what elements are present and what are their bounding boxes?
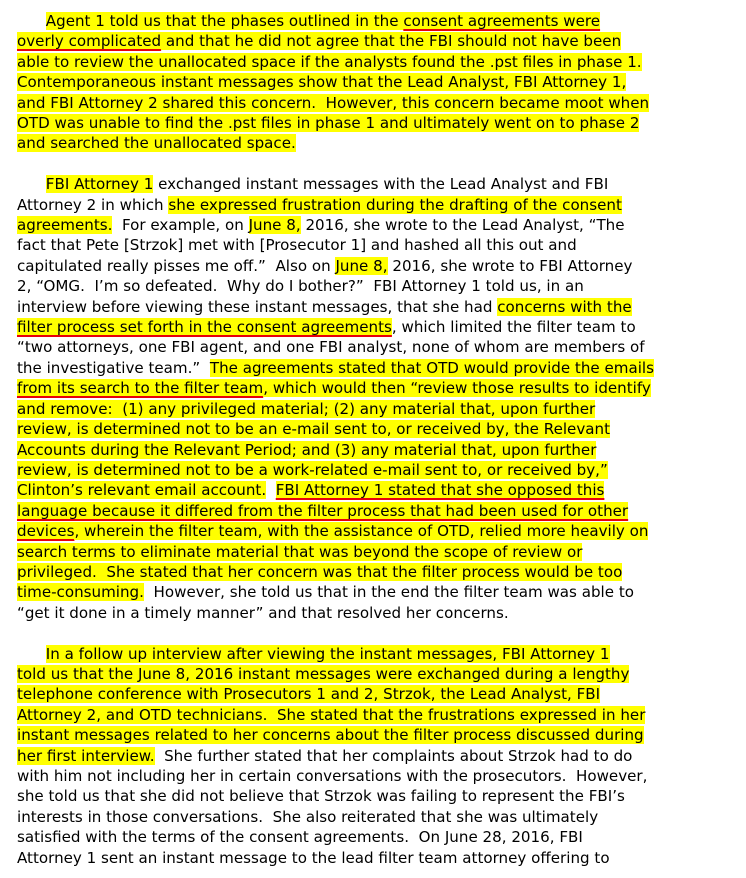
text-line xyxy=(17,358,739,378)
highlighted-text: search terms to eliminate material that was beyond the scope of review or xyxy=(17,542,583,561)
highlighted-text: June 8, xyxy=(335,256,388,275)
highlighted-text: she expressed frustration during the drafting of the consent xyxy=(168,195,622,214)
text-segment: the investigative team.” xyxy=(17,358,210,377)
highlighted-text: able to review the unallocated space if the analysts found the .pst files in phase 1. xyxy=(17,52,642,71)
highlighted-text: time-consuming. xyxy=(17,583,144,602)
text-line xyxy=(17,684,739,704)
text-segment: “get it done in a timely manner” and that resolved her concerns. xyxy=(17,603,509,622)
text-line xyxy=(17,276,739,296)
text-line xyxy=(17,378,739,398)
text-segment xyxy=(17,175,46,193)
paragraph-fbi-attorney-1-messages xyxy=(17,174,739,623)
underlined-highlighted-text: consent agreements were xyxy=(403,12,601,30)
text-line xyxy=(17,399,739,419)
text-line xyxy=(17,235,739,255)
highlighted-text: told us that the June 8, 2016 instant messages were exchanged during a lengthy xyxy=(17,664,630,683)
text-line xyxy=(17,725,739,745)
underlined-highlighted-text: devices xyxy=(17,522,75,541)
text-line xyxy=(17,440,739,460)
text-segment xyxy=(17,645,46,663)
text-line xyxy=(17,31,739,51)
text-segment: she told us that she did not believe that Strzok was failing to represent the FBI’s xyxy=(17,787,625,806)
highlighted-text: instant messages related to her concerns about the filter process discussed during xyxy=(17,726,644,745)
text-line xyxy=(17,174,739,194)
text-line xyxy=(17,766,739,786)
text-segment: For example, on xyxy=(112,216,249,235)
text-segment: 2016, she wrote to FBI Attorney xyxy=(387,256,633,275)
text-line xyxy=(17,297,739,317)
highlighted-text: agreements. xyxy=(17,216,113,235)
highlighted-text: FBI Attorney 1 xyxy=(45,175,154,194)
text-segment: capitulated really pisses me off.” Also on xyxy=(17,256,336,275)
highlighted-text: Clinton’s relevant email account. xyxy=(17,481,267,500)
text-line xyxy=(17,562,739,582)
highlighted-text: her first interview. xyxy=(17,746,155,765)
text-segment: 2, “OMG. I’m so defeated. Why do I bother?” FBI Attorney 1 told us, in an xyxy=(17,277,584,296)
text-line xyxy=(17,521,739,541)
text-line xyxy=(17,337,739,357)
text-line xyxy=(17,93,739,113)
text-line xyxy=(17,11,739,31)
text-line xyxy=(17,480,739,500)
highlighted-text: and that he did not agree that the FBI should not have been xyxy=(161,32,622,51)
text-line xyxy=(17,542,739,562)
highlighted-text: concerns with the xyxy=(497,297,632,316)
underlined-highlighted-text: overly complicated xyxy=(17,32,162,51)
paragraph-agent-1 xyxy=(17,11,739,154)
text-segment: interview before viewing these instant messages, that she had xyxy=(17,297,498,316)
text-segment: , which limited the filter team to xyxy=(391,318,636,337)
text-segment: 2016, she wrote to the Lead Analyst, “The xyxy=(300,216,625,235)
text-line xyxy=(17,317,739,337)
text-segment: Attorney 1 sent an instant message to the lead filter team attorney offering to xyxy=(17,848,610,867)
underlined-highlighted-text: from its search to the filter team xyxy=(17,379,264,398)
text-segment xyxy=(17,12,46,30)
text-line xyxy=(17,644,739,664)
text-segment: fact that Pete [Strzok] met with [Prosecutor 1] and hashed all this out and xyxy=(17,236,577,255)
highlighted-text: and FBI Attorney 2 shared this concern. However, this concern became moot when xyxy=(17,93,650,112)
highlighted-text: Accounts during the Relevant Period; and (3) any material that, upon further xyxy=(17,440,597,459)
text-line xyxy=(17,52,739,72)
text-line xyxy=(17,664,739,684)
highlighted-text: and searched the unallocated space. xyxy=(17,134,296,153)
highlighted-text: privileged. She stated that her concern was that the filter process would be too xyxy=(17,562,623,581)
document-page xyxy=(17,11,739,868)
text-line xyxy=(17,848,739,868)
highlighted-text: June 8, xyxy=(248,216,301,235)
highlighted-text: , wherein the filter team, with the assistance of OTD, relied more heavily on xyxy=(74,522,649,541)
text-line xyxy=(17,195,739,215)
highlighted-text: Contemporaneous instant messages show that the Lead Analyst, FBI Attorney 1, xyxy=(17,73,627,92)
underlined-highlighted-text: language because it differed from the filter process that had been used for other xyxy=(17,501,629,520)
highlighted-text: OTD was unable to find the .pst files in phase 1 and ultimately went on to phase 2 xyxy=(17,114,640,133)
text-segment: with him not including her in certain conversations with the prosecutors. However, xyxy=(17,767,648,785)
text-line xyxy=(17,256,739,276)
highlighted-text: review, is determined not to be a work-related e-mail sent to, or received by,” xyxy=(17,460,608,479)
highlighted-text: In a follow up interview after viewing the instant messages, FBI Attorney 1 xyxy=(45,644,610,663)
text-segment: Attorney 2 in which xyxy=(17,195,169,214)
text-segment: However, she told us that in the end the filter team was able to xyxy=(143,583,634,602)
text-segment: exchanged instant messages with the Lead Analyst and FBI xyxy=(153,175,609,194)
highlighted-text: The agreements stated that OTD would provide the emails xyxy=(209,358,654,377)
underlined-highlighted-text: FBI Attorney 1 stated that she opposed this xyxy=(275,481,605,500)
paragraph-follow-up-interview xyxy=(17,644,739,868)
text-line xyxy=(17,603,739,623)
text-line xyxy=(17,215,739,235)
text-line xyxy=(17,460,739,480)
highlighted-text: Agent 1 told us that the phases outlined in the xyxy=(45,12,404,30)
highlighted-text: review, is determined not to be an e-mail sent to, or received by, the Relevant xyxy=(17,420,610,439)
text-line xyxy=(17,807,739,827)
text-line xyxy=(17,501,739,521)
text-line xyxy=(17,72,739,92)
highlighted-text: and remove: (1) any privileged material; (2) any material that, upon further xyxy=(17,399,596,418)
text-segment: “two attorneys, one FBI agent, and one FBI analyst, none of whom are members of xyxy=(17,338,645,357)
highlighted-text: Attorney 2, and OTD technicians. She stated that the frustrations expressed in her xyxy=(17,705,646,724)
underlined-highlighted-text: filter process set forth in the consent agreements xyxy=(17,318,392,337)
text-line xyxy=(17,133,739,153)
text-line xyxy=(17,746,739,766)
text-segment: satisfied with the terms of the consent agreements. On June 28, 2016, FBI xyxy=(17,828,583,847)
highlighted-text: telephone conference with Prosecutors 1 and 2, Strzok, the Lead Analyst, FBI xyxy=(17,685,601,704)
text-line xyxy=(17,827,739,847)
text-line xyxy=(17,582,739,602)
text-segment: interests in those conversations. She also reiterated that she was ultimately xyxy=(17,807,599,826)
text-segment: She further stated that her complaints about Strzok had to do xyxy=(154,746,633,765)
highlighted-text: , which would then “review those results to identify xyxy=(263,379,651,398)
text-segment xyxy=(266,481,276,499)
text-line xyxy=(17,705,739,725)
text-line xyxy=(17,113,739,133)
text-line xyxy=(17,786,739,806)
text-line xyxy=(17,419,739,439)
